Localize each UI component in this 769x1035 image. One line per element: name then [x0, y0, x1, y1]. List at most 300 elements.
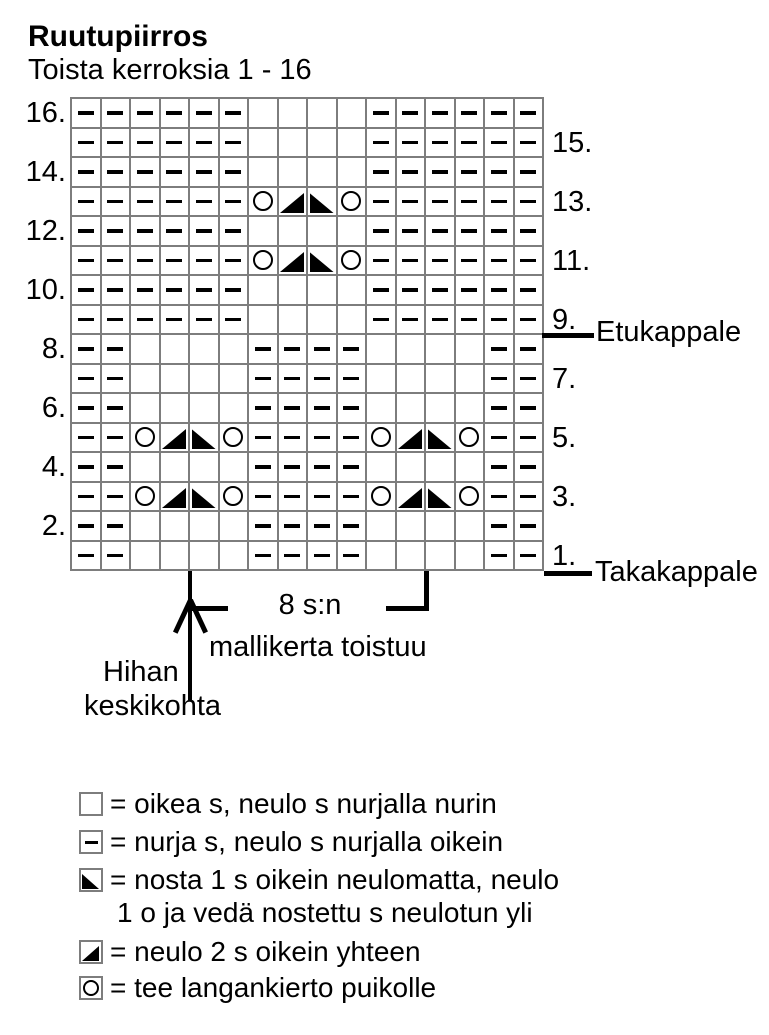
cell-knit-empty — [308, 99, 336, 127]
legend-item-knit — [79, 788, 497, 820]
cell-purl-dash — [161, 217, 189, 245]
cell-purl-dash — [308, 335, 336, 363]
cell-skp-triangle — [308, 247, 336, 275]
cell-purl-dash — [279, 365, 307, 393]
cell-purl-dash — [367, 129, 395, 157]
cell-knit-empty — [161, 335, 189, 363]
legend-text-purl: = nurja s, neulo s nurjalla oikein — [110, 826, 504, 857]
cell-purl-dash — [426, 247, 454, 275]
cell-knit-empty — [426, 453, 454, 481]
legend-text-yarnover: = tee langankierto puikolle — [110, 972, 437, 1003]
cell-yarn-over — [220, 483, 248, 511]
cell-yarn-over — [338, 247, 366, 275]
cell-purl-dash — [515, 247, 543, 275]
legend-item-skp — [79, 864, 559, 896]
cell-purl-dash — [131, 276, 159, 304]
cell-knit-empty — [338, 99, 366, 127]
k2tog-triangle-icon — [79, 940, 103, 964]
cell-knit-empty — [279, 276, 307, 304]
cell-yarn-over — [131, 483, 159, 511]
cell-knit-empty — [161, 512, 189, 540]
cell-purl-dash — [456, 306, 484, 334]
cell-purl-dash — [485, 188, 513, 216]
cell-purl-dash — [131, 217, 159, 245]
cell-yarn-over — [456, 483, 484, 511]
cell-purl-dash — [220, 129, 248, 157]
cell-purl-dash — [190, 158, 218, 186]
cell-purl-dash — [72, 335, 100, 363]
cell-knit-empty — [456, 335, 484, 363]
cell-knit-empty — [308, 276, 336, 304]
cell-purl-dash — [397, 99, 425, 127]
cell-purl-dash — [308, 512, 336, 540]
cell-purl-dash — [485, 306, 513, 334]
cell-purl-dash — [102, 424, 130, 452]
cell-purl-dash — [367, 306, 395, 334]
cell-knit-empty — [308, 306, 336, 334]
cell-knit-empty — [161, 453, 189, 481]
page-title: Ruutupiirros — [28, 20, 208, 53]
cell-purl-dash — [102, 129, 130, 157]
row-label-16: 16. — [25, 97, 66, 129]
cell-purl-dash — [72, 247, 100, 275]
cell-purl-dash — [72, 276, 100, 304]
cell-purl-dash — [397, 306, 425, 334]
cell-purl-dash — [485, 335, 513, 363]
cell-knit-empty — [220, 394, 248, 422]
cell-purl-dash — [102, 158, 130, 186]
cell-knit-empty — [397, 394, 425, 422]
cell-purl-dash — [426, 306, 454, 334]
cell-k2tog-triangle — [161, 483, 189, 511]
cell-purl-dash — [102, 453, 130, 481]
cell-k2tog-triangle — [279, 188, 307, 216]
cell-knit-empty — [220, 365, 248, 393]
cell-purl-dash — [515, 365, 543, 393]
cell-purl-dash — [485, 99, 513, 127]
row-label-6: 6. — [41, 392, 66, 424]
cell-purl-dash — [249, 335, 277, 363]
cell-purl-dash — [308, 453, 336, 481]
row-label-2: 2. — [41, 510, 66, 542]
cell-knit-empty — [426, 394, 454, 422]
cell-purl-dash — [338, 394, 366, 422]
cell-purl-dash — [72, 217, 100, 245]
cell-knit-empty — [397, 542, 425, 570]
cell-purl-dash — [220, 99, 248, 127]
cell-purl-dash — [249, 483, 277, 511]
cell-purl-dash — [161, 276, 189, 304]
cell-knit-empty — [220, 512, 248, 540]
cell-purl-dash — [161, 99, 189, 127]
cell-purl-dash — [190, 247, 218, 275]
legend-text-knit: = oikea s, neulo s nurjalla nurin — [110, 788, 497, 819]
cell-knit-empty — [426, 335, 454, 363]
cell-purl-dash — [456, 217, 484, 245]
cell-purl-dash — [456, 247, 484, 275]
legend-text-skp-line2: 1 o ja vedä nostettu s neulotun yli — [117, 897, 533, 928]
cell-purl-dash — [72, 512, 100, 540]
cell-purl-dash — [485, 542, 513, 570]
yarn-over-circle-icon — [79, 976, 103, 1000]
cell-skp-triangle — [190, 424, 218, 452]
cell-knit-empty — [131, 365, 159, 393]
cell-purl-dash — [485, 217, 513, 245]
cell-knit-empty — [338, 158, 366, 186]
cell-purl-dash — [485, 453, 513, 481]
cell-knit-empty — [338, 306, 366, 334]
cell-purl-dash — [72, 424, 100, 452]
cell-purl-dash — [102, 335, 130, 363]
cell-purl-dash — [338, 512, 366, 540]
cell-purl-dash — [220, 217, 248, 245]
cell-purl-dash — [190, 217, 218, 245]
cell-purl-dash — [397, 188, 425, 216]
cell-purl-dash — [131, 99, 159, 127]
cell-purl-dash — [72, 306, 100, 334]
row-label-15: 15. — [552, 126, 593, 159]
cell-knit-empty — [456, 365, 484, 393]
cell-knit-empty — [338, 276, 366, 304]
cell-knit-empty — [367, 365, 395, 393]
cell-purl-dash — [515, 129, 543, 157]
cell-purl-dash — [515, 394, 543, 422]
cell-knit-empty — [249, 158, 277, 186]
cell-purl-dash — [72, 453, 100, 481]
cell-knit-empty — [131, 394, 159, 422]
page-subtitle: Toista kerroksia 1 - 16 — [28, 54, 312, 86]
cell-knit-empty — [249, 129, 277, 157]
cell-knit-empty — [220, 335, 248, 363]
cell-knit-empty — [308, 129, 336, 157]
cell-knit-empty — [456, 512, 484, 540]
cell-yarn-over — [456, 424, 484, 452]
legend-item-purl — [79, 826, 503, 858]
skp-triangle-icon — [79, 868, 103, 892]
cell-purl-dash — [279, 542, 307, 570]
cell-purl-dash — [131, 306, 159, 334]
cell-skp-triangle — [426, 483, 454, 511]
cell-purl-dash — [338, 542, 366, 570]
cell-purl-dash — [308, 365, 336, 393]
cell-purl-dash — [426, 129, 454, 157]
cell-purl-dash — [249, 424, 277, 452]
cell-purl-dash — [485, 512, 513, 540]
row-label-1: 1. — [552, 539, 577, 572]
cell-purl-dash — [279, 394, 307, 422]
cell-purl-dash — [161, 188, 189, 216]
cell-purl-dash — [220, 188, 248, 216]
cell-knit-empty — [279, 99, 307, 127]
cell-purl-dash — [515, 512, 543, 540]
row-label-3: 3. — [552, 480, 577, 513]
cell-purl-dash — [485, 394, 513, 422]
cell-purl-dash — [367, 99, 395, 127]
cell-purl-dash — [308, 542, 336, 570]
cell-purl-dash — [426, 217, 454, 245]
cell-knit-empty — [190, 542, 218, 570]
legend-text-k2tog: = neulo 2 s oikein yhteen — [110, 936, 421, 967]
cell-k2tog-triangle — [397, 483, 425, 511]
cell-purl-dash — [397, 276, 425, 304]
cell-purl-dash — [397, 158, 425, 186]
cell-knit-empty — [220, 542, 248, 570]
cell-purl-dash — [515, 99, 543, 127]
cell-knit-empty — [161, 394, 189, 422]
cell-purl-dash — [220, 247, 248, 275]
cell-knit-empty — [131, 335, 159, 363]
cell-knit-empty — [279, 129, 307, 157]
cell-purl-dash — [485, 158, 513, 186]
front-piece-label: Etukappale — [596, 316, 742, 348]
cell-knit-empty — [397, 512, 425, 540]
cell-purl-dash — [220, 158, 248, 186]
cell-purl-dash — [102, 483, 130, 511]
cell-yarn-over — [249, 188, 277, 216]
cell-purl-dash — [515, 158, 543, 186]
cell-purl-dash — [456, 188, 484, 216]
cell-purl-dash — [338, 483, 366, 511]
cell-purl-dash — [249, 394, 277, 422]
cell-purl-dash — [190, 99, 218, 127]
legend-text-skp: = nosta 1 s oikein neulomatta, neulo — [110, 864, 560, 895]
cell-knit-empty — [426, 542, 454, 570]
row-label-4: 4. — [41, 451, 66, 483]
cell-knit-empty — [161, 365, 189, 393]
row-label-12: 12. — [25, 215, 66, 247]
cell-purl-dash — [456, 158, 484, 186]
cell-purl-dash — [279, 512, 307, 540]
cell-purl-dash — [397, 129, 425, 157]
cell-purl-dash — [220, 306, 248, 334]
cell-purl-dash — [426, 158, 454, 186]
cell-purl-dash — [367, 276, 395, 304]
cell-k2tog-triangle — [279, 247, 307, 275]
cell-purl-dash — [426, 188, 454, 216]
cell-purl-dash — [279, 483, 307, 511]
cell-knit-empty — [249, 99, 277, 127]
row-label-7: 7. — [552, 362, 577, 395]
legend-item-k2tog — [79, 936, 421, 968]
cell-purl-dash — [515, 217, 543, 245]
sleeve-center-label-line2: keskikohta — [84, 690, 222, 722]
cell-knit-empty — [190, 365, 218, 393]
cell-yarn-over — [131, 424, 159, 452]
cell-purl-dash — [338, 424, 366, 452]
cell-purl-dash — [72, 483, 100, 511]
cell-knit-empty — [397, 453, 425, 481]
cell-purl-dash — [72, 394, 100, 422]
cell-knit-empty — [426, 512, 454, 540]
cell-purl-dash — [279, 424, 307, 452]
cell-purl-dash — [485, 276, 513, 304]
cell-knit-empty — [279, 158, 307, 186]
cell-purl-dash — [308, 483, 336, 511]
cell-knit-empty — [456, 542, 484, 570]
cell-knit-empty — [190, 394, 218, 422]
cell-knit-empty — [131, 542, 159, 570]
cell-k2tog-triangle — [397, 424, 425, 452]
cell-purl-dash — [485, 483, 513, 511]
cell-purl-dash — [249, 453, 277, 481]
cell-knit-empty — [397, 365, 425, 393]
cell-purl-dash — [308, 424, 336, 452]
cell-purl-dash — [102, 542, 130, 570]
row-label-9: 9. — [552, 303, 577, 336]
cell-purl-dash — [72, 542, 100, 570]
cell-yarn-over — [367, 424, 395, 452]
cell-purl-dash — [190, 188, 218, 216]
cell-purl-dash — [515, 424, 543, 452]
cell-purl-dash — [102, 276, 130, 304]
legend-item-yarnover — [79, 972, 436, 1004]
cell-knit-empty — [456, 394, 484, 422]
cell-purl-dash — [102, 512, 130, 540]
cell-purl-dash — [131, 158, 159, 186]
cell-purl-dash — [249, 365, 277, 393]
cell-purl-dash — [367, 247, 395, 275]
cell-purl-dash — [72, 365, 100, 393]
cell-purl-dash — [515, 188, 543, 216]
cell-purl-dash — [102, 217, 130, 245]
purl-dash-icon — [79, 830, 103, 854]
cell-purl-dash — [220, 276, 248, 304]
cell-purl-dash — [338, 335, 366, 363]
cell-knit-empty — [367, 453, 395, 481]
cell-purl-dash — [485, 365, 513, 393]
cell-purl-dash — [279, 453, 307, 481]
cell-purl-dash — [72, 129, 100, 157]
cell-purl-dash — [456, 129, 484, 157]
cell-knit-empty — [220, 453, 248, 481]
cell-knit-empty — [308, 158, 336, 186]
row-label-10: 10. — [25, 274, 66, 306]
repeat-text-label: mallikerta toistuu — [209, 631, 427, 663]
cell-yarn-over — [249, 247, 277, 275]
cell-yarn-over — [367, 483, 395, 511]
cell-purl-dash — [131, 247, 159, 275]
cell-purl-dash — [515, 335, 543, 363]
cell-knit-empty — [249, 217, 277, 245]
cell-purl-dash — [515, 453, 543, 481]
cell-knit-empty — [249, 276, 277, 304]
cell-purl-dash — [397, 247, 425, 275]
cell-purl-dash — [161, 129, 189, 157]
cell-purl-dash — [161, 247, 189, 275]
back-piece-marker-line — [544, 571, 592, 576]
cell-knit-empty — [279, 306, 307, 334]
cell-knit-empty — [456, 453, 484, 481]
cell-purl-dash — [367, 158, 395, 186]
cell-purl-dash — [456, 99, 484, 127]
cell-knit-empty — [367, 512, 395, 540]
cell-purl-dash — [102, 394, 130, 422]
cell-knit-empty — [426, 365, 454, 393]
row-label-8: 8. — [41, 333, 66, 365]
cell-purl-dash — [72, 188, 100, 216]
cell-purl-dash — [279, 335, 307, 363]
cell-knit-empty — [131, 512, 159, 540]
repeat-bracket-right-vertical — [424, 571, 429, 610]
cell-skp-triangle — [308, 188, 336, 216]
cell-yarn-over — [220, 424, 248, 452]
cell-purl-dash — [190, 276, 218, 304]
cell-knit-empty — [367, 542, 395, 570]
cell-purl-dash — [131, 129, 159, 157]
sleeve-center-arrow — [188, 599, 193, 700]
cell-purl-dash — [485, 247, 513, 275]
cell-purl-dash — [485, 424, 513, 452]
cell-purl-dash — [249, 542, 277, 570]
cell-purl-dash — [515, 306, 543, 334]
cell-purl-dash — [161, 306, 189, 334]
cell-purl-dash — [426, 276, 454, 304]
cell-purl-dash — [102, 188, 130, 216]
cell-purl-dash — [426, 99, 454, 127]
cell-purl-dash — [367, 188, 395, 216]
cell-purl-dash — [131, 188, 159, 216]
back-piece-label: Takakappale — [595, 556, 758, 588]
cell-purl-dash — [161, 158, 189, 186]
cell-purl-dash — [367, 217, 395, 245]
row-label-13: 13. — [552, 185, 593, 218]
cell-purl-dash — [515, 483, 543, 511]
cell-purl-dash — [338, 365, 366, 393]
cell-knit-empty — [338, 129, 366, 157]
cell-knit-empty — [161, 542, 189, 570]
cell-purl-dash — [72, 99, 100, 127]
cell-purl-dash — [190, 129, 218, 157]
cell-knit-empty — [190, 512, 218, 540]
cell-purl-dash — [397, 217, 425, 245]
repeat-count-label: 8 s:n — [278, 589, 342, 621]
cell-purl-dash — [190, 306, 218, 334]
cell-knit-empty — [131, 453, 159, 481]
cell-knit-empty — [279, 217, 307, 245]
cell-purl-dash — [485, 129, 513, 157]
cell-purl-dash — [102, 365, 130, 393]
sleeve-center-label-line1: Hihan — [103, 656, 179, 688]
cell-k2tog-triangle — [161, 424, 189, 452]
cell-knit-empty — [338, 217, 366, 245]
cell-purl-dash — [102, 99, 130, 127]
cell-purl-dash — [102, 247, 130, 275]
cell-purl-dash — [102, 306, 130, 334]
row-label-14: 14. — [25, 156, 66, 188]
cell-skp-triangle — [426, 424, 454, 452]
row-label-11: 11. — [552, 244, 591, 277]
cell-purl-dash — [515, 276, 543, 304]
cell-knit-empty — [367, 335, 395, 363]
cell-purl-dash — [249, 512, 277, 540]
knit-empty-square-icon — [79, 792, 103, 816]
repeat-bracket-right-horizontal — [386, 606, 429, 611]
cell-yarn-over — [338, 188, 366, 216]
cell-knit-empty — [190, 453, 218, 481]
cell-purl-dash — [308, 394, 336, 422]
cell-purl-dash — [515, 542, 543, 570]
cell-purl-dash — [72, 158, 100, 186]
cell-purl-dash — [456, 276, 484, 304]
knitting-grid — [70, 97, 544, 571]
cell-knit-empty — [397, 335, 425, 363]
cell-knit-empty — [367, 394, 395, 422]
cell-knit-empty — [190, 335, 218, 363]
cell-knit-empty — [249, 306, 277, 334]
cell-skp-triangle — [190, 483, 218, 511]
cell-knit-empty — [308, 217, 336, 245]
cell-purl-dash — [338, 453, 366, 481]
